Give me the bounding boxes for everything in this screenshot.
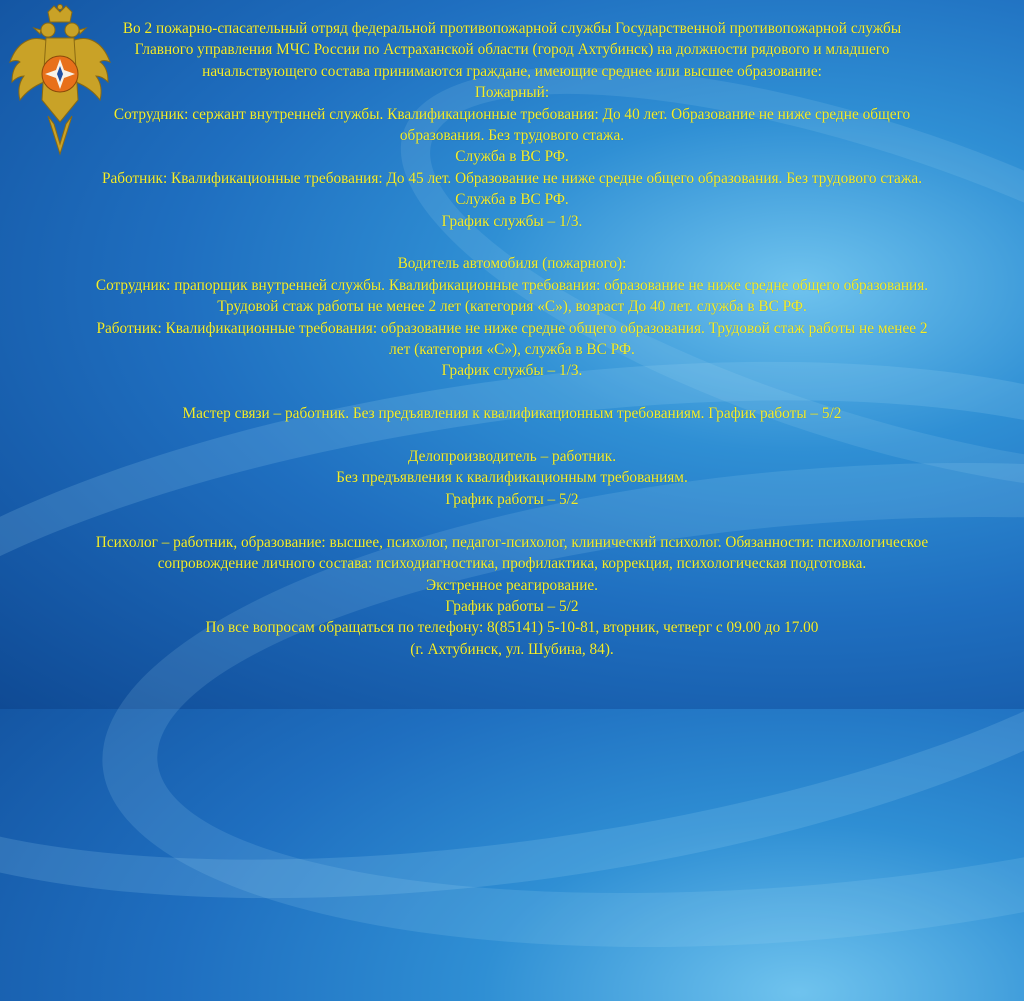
- notice-line: Сотрудник: сержант внутренней службы. Квалификационные требования: До 40 лет. Образование не ниже средне общего: [113, 105, 911, 123]
- notice-line: Без предъявления к квалификационным требованиям.: [336, 469, 688, 487]
- notice-line: График службы – 1/3.: [441, 212, 583, 230]
- notice-line: Делопроизводитель – работник.: [407, 448, 617, 466]
- notice-line: Служба в ВС РФ.: [455, 191, 569, 209]
- blank-line: [0, 425, 1024, 446]
- blank-line: [0, 510, 1024, 531]
- notice-line: По все вопросам обращаться по телефону: 8(85141) 5-10-81, вторник, четверг с 09.00 до 17.00: [205, 619, 819, 637]
- blank-line: [0, 232, 1024, 253]
- notice-line: лет (категория «С»), служба в ВС РФ.: [389, 341, 635, 359]
- notice-line: (г. Ахтубинск, ул. Шубина, 84).: [410, 640, 614, 658]
- notice-line: Водитель автомобиля (пожарного):: [397, 255, 627, 273]
- vacancy-notice: [0, 18, 1024, 660]
- notice-line: Работник: Квалификационные требования: До 45 лет. Образование не ниже средне общего образования. Без трудового стажа.: [101, 169, 923, 187]
- notice-line: Во 2 пожарно-спасательный отряд федеральной противопожарной службы Государственной противопожарной службы: [122, 20, 902, 37]
- notice-line: Главного управления МЧС России по Астраханской области (город Ахтубинск) на должности рядового и младшего: [134, 41, 890, 59]
- notice-line: образования. Без трудового стажа.: [399, 127, 625, 145]
- notice-line: Служба в ВС РФ.: [455, 148, 569, 166]
- notice-line: Работник: Квалификационные требования: образование не ниже средне общего образования. Трудовой стаж работы не менее 2: [96, 319, 928, 337]
- notice-line: начальствующего состава принимаются граждане, имеющие среднее или высшее образование:: [202, 62, 822, 80]
- notice-line: Психолог – работник, образование: высшее, психолог, педагог-психолог, клинический психолог. Обязанности: психологическое: [95, 533, 929, 551]
- notice-line: Мастер связи – работник. Без предъявления к квалификационным требованиям. График работы – 5/2: [182, 405, 842, 423]
- notice-line: сопровождение личного состава: психодиагностика, профилактика, коррекция, психологическая подготовка.: [157, 555, 867, 573]
- notice-line: График работы – 5/2: [445, 597, 579, 615]
- notice-line: Трудовой стаж работы не менее 2 лет (категория «С»), возраст До 40 лет. служба в ВС РФ.: [217, 298, 807, 316]
- notice-line: Пожарный:: [474, 84, 550, 102]
- blank-line: [0, 382, 1024, 403]
- notice-line: График работы – 5/2: [445, 490, 579, 508]
- notice-line: График службы – 1/3.: [441, 362, 583, 380]
- notice-line: Сотрудник: прапорщик внутренней службы. Квалификационные требования: образование не ниже средне общего образования.: [95, 276, 929, 294]
- notice-line: Экстренное реагирование.: [425, 576, 599, 594]
